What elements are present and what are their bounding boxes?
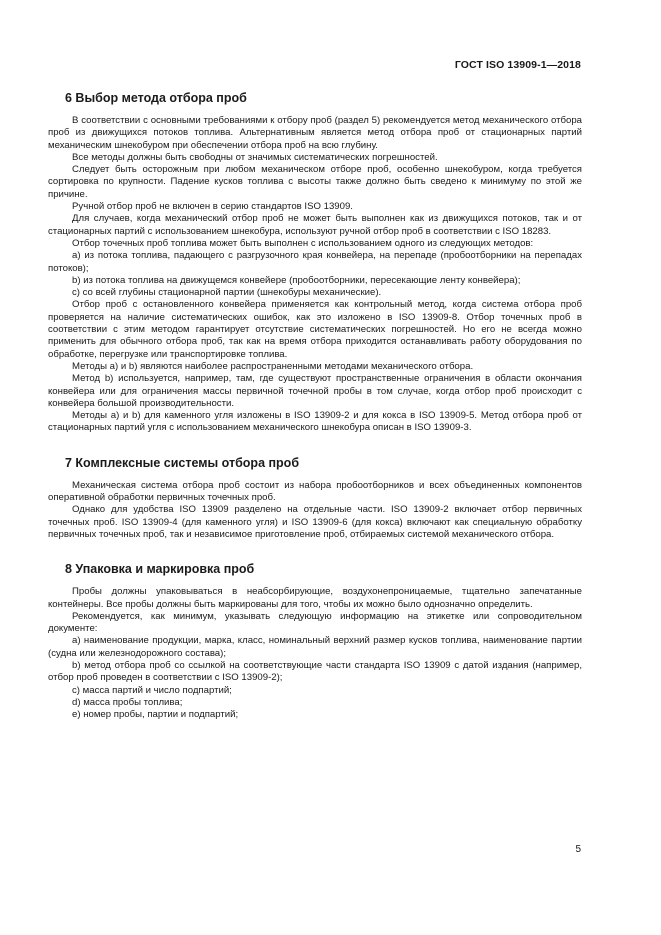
paragraph: Следует быть осторожным при любом механическом отборе проб, особенно шнекобуром, когда требуется сортировка по крупности. Падение кусков топлива с высоты также должно быть сведено к минимуму по этой же причине. <box>48 164 582 200</box>
list-item: c) со всей глубины стационарной партии (шнекобуры механические). <box>72 287 382 299</box>
paragraph: Отбор проб с остановленного конвейера применяется как контрольный метод, когда система отбора проб проверяется на наличие систематических ошибок, как это изложено в ISO 13909-8. Отбор точечных проб в соответствии с этим методом гарантирует отсутствие систематических погрешностей. Но его не всегда можно применить для обычного отбора проб, так как на время отбора приходится останавливать работу оборудования по обработке, перегрузке или транспортировке топлива. <box>48 299 582 360</box>
page-number: 5 <box>575 844 581 855</box>
paragraph: Механическая система отбора проб состоит из набора пробоотборников и всех объединенных компонентов оперативной обработки первичных точечных проб. <box>48 479 582 504</box>
paragraph: Методы a) и b) являются наиболее распространенными методами механического отбора. <box>72 360 474 372</box>
paragraph: Для случаев, когда механический отбор проб не может быть выполнен как из движущихся потоков, так и от стационарных партий с использованием шнекобура, используют ручной отбор проб в соответствии с ISO 18283. <box>48 213 582 237</box>
section-7 <box>48 455 582 541</box>
list-item: b) метод отбора проб со ссылкой на соответствующие части стандарта ISO 13909 с датой издания (например, отбор проб проведен в соответствии с ISO 13909-2); <box>48 659 582 684</box>
list-item: b) из потока топлива на движущемся конвейере (пробоотборники, пересекающие ленту конвейера); <box>72 274 521 286</box>
document-code: ГОСТ ISO 13909-1—2018 <box>454 59 581 71</box>
list-item: c) масса партий и число подпартий; <box>72 684 232 696</box>
paragraph: Все методы должны быть свободны от значимых систематических погрешностей. <box>72 151 438 163</box>
list-item: e) номер пробы, партии и подпартий; <box>72 709 239 721</box>
section-8 <box>48 561 582 721</box>
paragraph: Пробы должны упаковываться в неабсорбирующие, воздухонепроницаемые, тщательно запечатанные контейнеры. Все пробы должны быть маркированы для того, чтобы их можно было однозначно определить. <box>48 586 582 610</box>
paragraph: Однако для удобства ISO 13909 разделено на отдельные части. ISO 13909-2 включает отбор первичных точечных проб. ISO 13909-4 (для каменного угля) и ISO 13909-6 (для кокса) включают как специальную обработку первичных точечных проб, так и независимое приготовление проб, отбираемых системой механического отбора. <box>48 504 582 540</box>
section-6 <box>48 90 582 435</box>
section-title: 6 Выбор метода отбора проб <box>65 91 247 105</box>
section-title: 7 Комплексные системы отбора проб <box>65 455 300 470</box>
paragraph: Метод b) используется, например, там, где существуют пространственные ограничения в области окончания конвейера или для ограничения массы первичной точечной пробы в том случае, когда отбор проб происходит с конвейера большой производительности. <box>48 373 582 409</box>
list-item: a) из потока топлива, падающего с разгрузочного края конвейера, на перепаде (пробоотборники на перепадах потоков); <box>48 250 582 274</box>
section-title: 8 Упаковка и маркировка проб <box>65 562 255 577</box>
list-item: d) масса пробы топлива; <box>72 696 183 708</box>
paragraph: Методы a) и b) для каменного угля изложены в ISO 13909-2 и для кокса в ISO 13909-5. Метод отбора проб от стационарных партий угля с использованием механического шнекобура описан в ISO 13909-3. <box>48 410 582 434</box>
paragraph: В соответствии с основными требованиями к отбору проб (раздел 5) рекомендуется метод механического отбора проб из движущихся потоков топлива. Альтернативным является метод отбора проб от стационарных партий механическим шнекобуром при обеспечении отбора проб на всю глубину. <box>48 115 582 151</box>
paragraph: Рекомендуется, как минимум, указывать следующую информацию на этикетке или сопроводительном документе: <box>48 610 582 635</box>
list-item: a) наименование продукции, марка, класс, номинальный верхний размер кусков топлива, наименование партии (судна или железнодорожного состава); <box>48 635 582 659</box>
paragraph: Отбор точечных проб топлива может быть выполнен с использованием одного из следующих методов: <box>72 237 534 249</box>
page-content <box>48 90 582 721</box>
paragraph: Ручной отбор проб не включен в серию стандартов ISO 13909. <box>72 201 353 213</box>
